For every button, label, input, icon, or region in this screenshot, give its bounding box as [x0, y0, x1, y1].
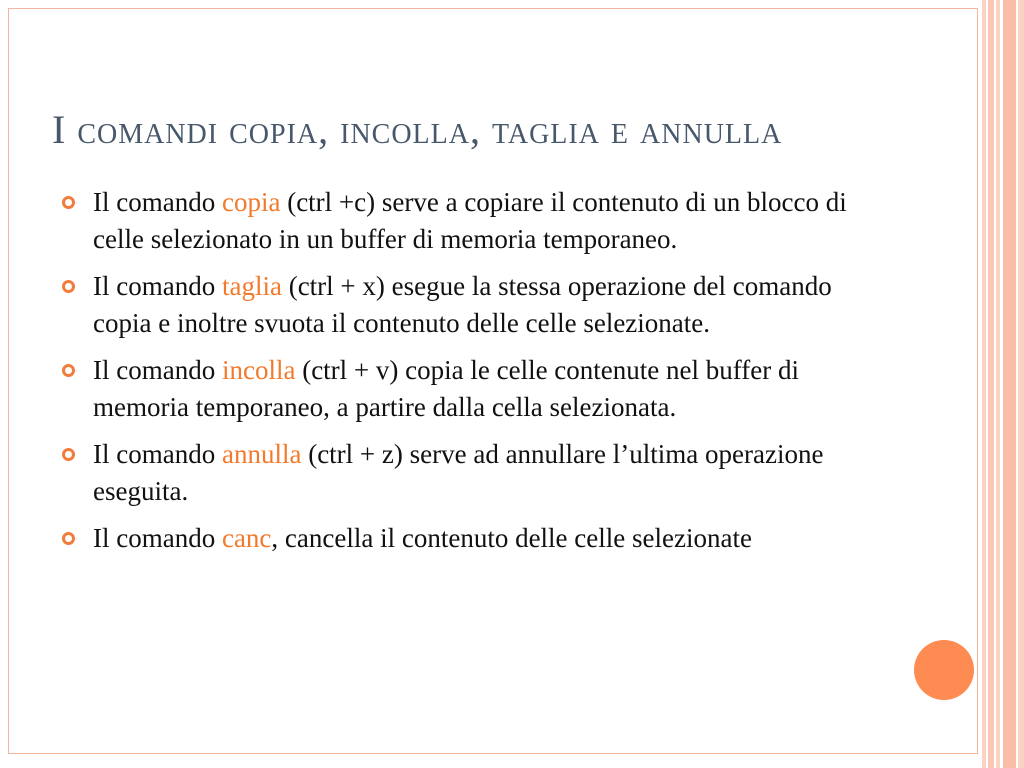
decorative-stripe: [982, 0, 986, 768]
bullet-text: Il comando: [93, 355, 222, 385]
bullet-marker-icon: [62, 196, 75, 209]
bullet-item-canc: [62, 520, 862, 557]
bullet-list: [62, 184, 862, 567]
bullet-text: Il comando: [93, 271, 222, 301]
slide-title: I comandi copia, incolla, taglia e annulla: [52, 107, 783, 152]
bullet-marker-icon: [62, 364, 75, 377]
bullet-text: Il comando: [93, 523, 222, 553]
bullet-keyword: annulla: [221, 439, 302, 469]
bullet-item-annulla: [62, 436, 862, 510]
bullet-text: (ctrl + v) copia le celle contenute nel buffer di memoria temporaneo, a partire dalla cella selezionata.: [93, 355, 799, 422]
bullet-item-incolla: [62, 352, 862, 426]
decorative-stripe: [1018, 0, 1024, 768]
decorative-circle: [914, 640, 974, 700]
bullet-marker-icon: [62, 532, 75, 545]
bullet-text: (ctrl + x) esegue la stessa operazione del comando copia e inoltre svuota il contenuto delle celle selezionate.: [93, 271, 832, 338]
bullet-keyword: copia: [221, 187, 281, 217]
decorative-stripe: [996, 0, 1000, 768]
bullet-item-taglia: [62, 268, 862, 342]
bullet-marker-icon: [62, 448, 75, 461]
bullet-keyword: taglia: [221, 271, 282, 301]
bullet-keyword: incolla: [221, 355, 296, 385]
bullet-text: Il comando: [93, 187, 222, 217]
bullet-text: Il comando: [93, 439, 222, 469]
decorative-stripe: [1003, 0, 1016, 768]
bullet-text: (ctrl +c) serve a copiare il contenuto di un blocco di celle selezionato in un buffer di memoria temporaneo.: [93, 187, 847, 254]
bullet-keyword: canc: [221, 523, 272, 553]
decorative-stripe: [988, 0, 994, 768]
bullet-text: , cancella il contenuto delle celle selezionate: [271, 523, 752, 553]
bullet-item-copia: [62, 184, 862, 258]
bullet-marker-icon: [62, 280, 75, 293]
bullet-text: (ctrl + z) serve ad annullare l’ultima operazione eseguita.: [93, 439, 824, 506]
